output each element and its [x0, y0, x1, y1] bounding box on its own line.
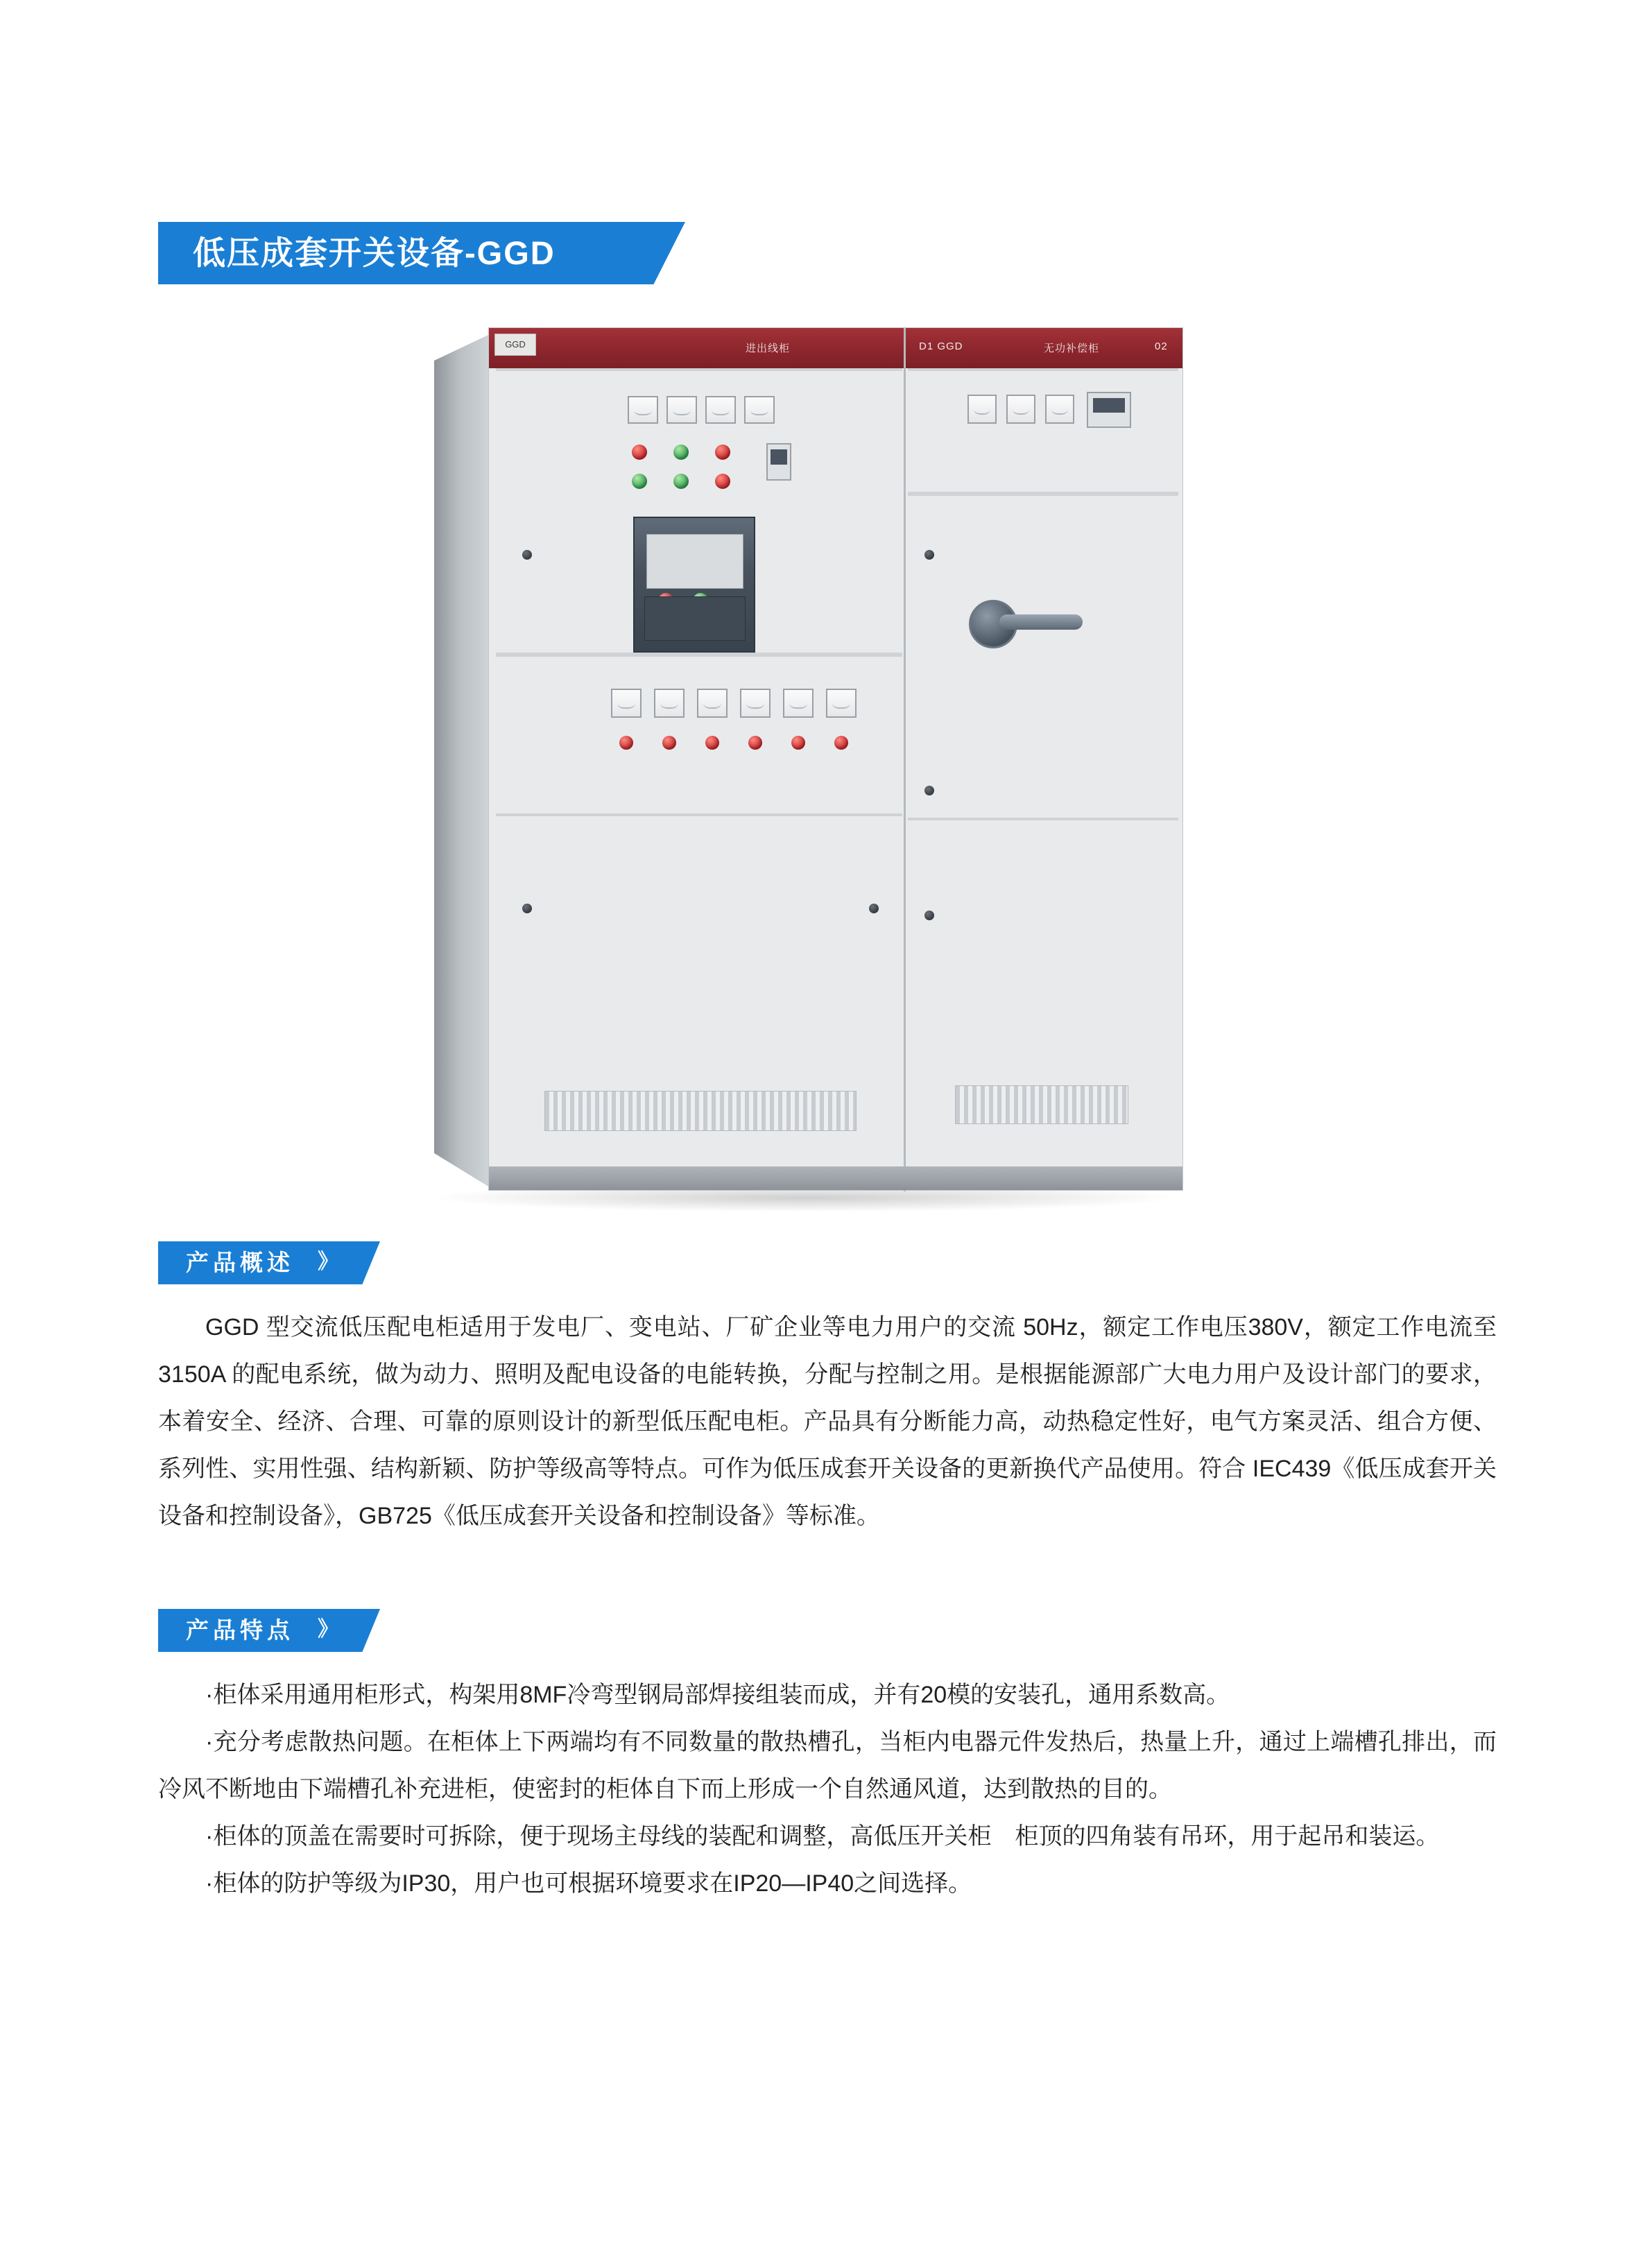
small-display-screen: [771, 449, 787, 465]
feature-item-4: ·柜体的防护等级为IP30，用户也可根据环境要求在IP20—IP40之间选择。: [205, 1870, 972, 1897]
door-knob-left-lower-right: [869, 904, 879, 913]
features-body-text: [158, 1671, 1497, 1907]
meter-8: [740, 689, 771, 718]
meter-11: [967, 395, 997, 424]
product-image: [424, 327, 1194, 1223]
indicator-lamp-red-7: [748, 736, 762, 750]
meter-2: [666, 396, 697, 424]
cabinet-side-face: [434, 334, 490, 1187]
feature-item-3: ·柜体的顶盖在需要时可拆除，便于现场主母线的装配和调整，高低压开关柜 柜顶的四角装有吊环，用于起吊和装运。: [205, 1823, 1440, 1850]
panel-edge-left-lower: [496, 813, 902, 816]
page-title-banner: [158, 222, 713, 284]
door-knob-left-upper: [522, 550, 532, 560]
cabinet-label-2: D1 GGD: [919, 341, 963, 352]
indicator-lamp-green-2: [632, 474, 647, 489]
feature-item-2: ·充分考虑散热问题。在柜体上下两端均有不同数量的散热槽孔，当柜内电器元件发热后，热量上升，通过上端槽孔排出，而冷风不断地由下端槽孔补充进柜，使密封的柜体自下而上形成一个自然通风道，达到散热的目的。: [158, 1729, 1497, 1802]
meter-1: [628, 396, 658, 424]
feature-item-1: ·柜体采用通用柜形式，构架用8MF冷弯型钢局部焊接组装而成，并有20模的安装孔，通用系数高。: [205, 1682, 1230, 1708]
indicator-lamp-green-1: [673, 445, 689, 460]
panel-edge-right-lower: [908, 818, 1178, 820]
compensation-controller-screen: [1093, 398, 1125, 413]
compensation-controller-display: [1087, 392, 1131, 428]
cabinet-brand-badge: GGD: [494, 334, 536, 356]
door-knob-left-lower: [522, 904, 532, 913]
meter-13: [1045, 395, 1074, 424]
cabinet-label-1: 进出线柜: [746, 343, 791, 354]
door-knob-right-upper: [924, 550, 934, 560]
meter-5: [611, 689, 642, 718]
panel-edge-right-top: [908, 368, 1178, 371]
chevron-right-icon-overview: 》: [318, 1250, 338, 1273]
disconnect-handle-bar[interactable]: [999, 614, 1083, 630]
indicator-lamp-red-5: [662, 736, 676, 750]
overview-body-text: [158, 1304, 1497, 1540]
indicator-lamp-red-8: [791, 736, 805, 750]
main-circuit-breaker: [633, 517, 755, 653]
indicator-lamp-red-3: [715, 474, 730, 489]
indicator-lamp-red-4: [619, 736, 633, 750]
meter-10: [826, 689, 857, 718]
page-title: 低压成套开关设备-GGD: [193, 234, 556, 271]
indicator-lamp-red-6: [705, 736, 719, 750]
cabinet-label-4: 02: [1155, 341, 1168, 352]
indicator-lamp-red-2: [715, 445, 730, 460]
section-heading-features-label: 产品特点: [186, 1617, 294, 1643]
section-heading-overview-label: 产品概述: [186, 1250, 294, 1275]
indicator-lamp-red-1: [632, 445, 647, 460]
meter-6: [654, 689, 685, 718]
small-display-left: [766, 443, 791, 481]
indicator-lamp-green-3: [673, 474, 689, 489]
door-knob-right-mid: [924, 786, 934, 795]
breaker-faceplate: [646, 534, 743, 589]
meter-3: [705, 396, 736, 424]
meter-4: [744, 396, 775, 424]
breaker-lower-panel: [644, 596, 746, 640]
cabinet-front-face: [488, 327, 1183, 1191]
meter-9: [783, 689, 814, 718]
panel-edge-right-mid: [908, 492, 1178, 496]
overview-paragraph-1: GGD 型交流低压配电柜适用于发电厂、变电站、厂矿企业等电力用户的交流 50Hz，额定工作电压380V，额定工作电流至 3150A 的配电系统，做为动力、照明及配电设备的电能转换，分配与控制之用。是根据能源部广大电力用户及设计部门的要求，本着安全、经济、合理、可靠的原则设计的新型低压配电柜。产品具有分断能力高，动热稳定性好，电气方案灵活、组合方便、系列性、实用性强、结构新颖、防护等级高等特点。可作为低压成套开关设备的更新换代产品使用。符合 IEC439《低压成套开关设备和控制设备》，GB725《低压成套开关设备和控制设备》等标准。: [158, 1314, 1497, 1529]
ventilation-slots-left: [544, 1091, 857, 1131]
meter-12: [1006, 395, 1035, 424]
cabinet-divider: [904, 328, 906, 1191]
indicator-lamp-red-9: [834, 736, 848, 750]
cabinet-top-strip: [489, 328, 1182, 368]
meter-7: [697, 689, 728, 718]
ventilation-slots-right: [955, 1085, 1128, 1124]
cabinet-label-3: 无功补偿柜: [1044, 343, 1100, 354]
cabinet-plinth: [489, 1166, 1182, 1190]
panel-edge-left-mid: [496, 653, 902, 657]
chevron-right-icon-features: 》: [318, 1618, 338, 1641]
panel-edge-left-top: [496, 368, 902, 371]
door-knob-right-lower: [924, 911, 934, 920]
